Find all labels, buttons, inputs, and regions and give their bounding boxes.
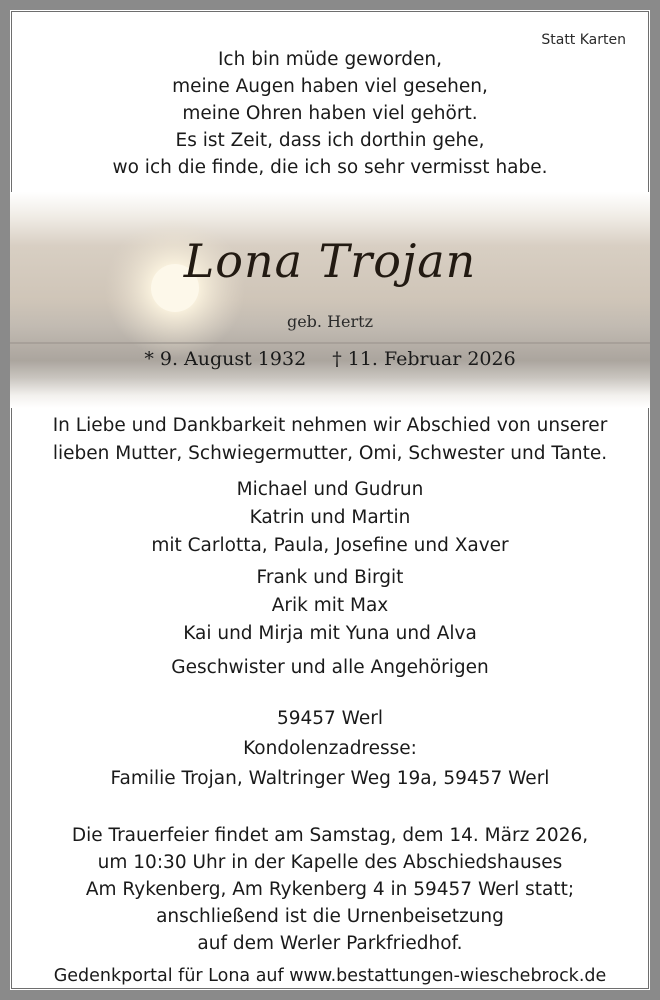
condolence-address: [24, 704, 636, 794]
poem-line: meine Augen haben viel gesehen,: [172, 76, 488, 97]
statt-karten-label: Statt Karten: [541, 32, 626, 48]
family-line: Geschwister und alle Angehörigen: [171, 657, 489, 678]
deceased-name: Lona Trojan: [183, 234, 477, 288]
birth-name: geb. Hertz: [286, 312, 374, 331]
notice-content: [24, 24, 636, 986]
memorial-portal-link[interactable]: Gedenkportal für Lona auf www.bestattungen-wieschebrock.de: [53, 966, 607, 986]
sunset-sea-picture: [10, 192, 650, 408]
poem-line: Ich bin müde geworden,: [217, 49, 443, 70]
funeral-line: anschließend ist die Urnenbeisetzung: [156, 906, 504, 927]
poem-line: wo ich die finde, die ich so sehr vermisst habe.: [112, 157, 548, 178]
life-dates: [24, 348, 636, 370]
poem-line: meine Ohren haben viel gehört.: [182, 103, 478, 124]
funeral-info: [24, 822, 636, 957]
funeral-line: auf dem Werler Parkfriedhof.: [197, 933, 463, 954]
funeral-line: um 10:30 Uhr in der Kapelle des Abschiedshauses: [97, 852, 563, 873]
intro-line: lieben Mutter, Schwiegermutter, Omi, Schwester und Tante.: [52, 443, 608, 464]
funeral-line: Die Trauerfeier findet am Samstag, dem 14. März 2026,: [71, 825, 589, 846]
address-line: Familie Trojan, Waltringer Weg 19a, 59457 Werl: [110, 768, 550, 789]
family-line: Arik mit Max: [271, 595, 389, 616]
funeral-line: Am Rykenberg, Am Rykenberg 4 in 59457 Werl statt;: [85, 879, 575, 900]
poem: [24, 46, 636, 181]
address-line: Kondolenzadresse:: [243, 738, 417, 759]
death-date: † 11. Februar 2026: [332, 348, 516, 370]
family-group: [24, 476, 636, 560]
birth-date: * 9. August 1932: [144, 348, 307, 370]
family-line: Katrin und Martin: [249, 507, 411, 528]
family-line: Michael und Gudrun: [236, 479, 424, 500]
address-line: 59457 Werl: [276, 708, 384, 729]
family-line: mit Carlotta, Paula, Josefine und Xaver: [151, 535, 509, 556]
farewell-intro: [24, 412, 636, 468]
family-line: Kai und Mirja mit Yuna und Alva: [183, 623, 477, 644]
family-group: [24, 654, 636, 682]
family-line: Frank und Birgit: [256, 567, 404, 588]
sunset-image: [10, 192, 650, 408]
intro-line: In Liebe und Dankbarkeit nehmen wir Abschied von unserer: [52, 415, 608, 436]
poem-line: Es ist Zeit, dass ich dorthin gehe,: [175, 130, 485, 151]
family-group: [24, 564, 636, 648]
